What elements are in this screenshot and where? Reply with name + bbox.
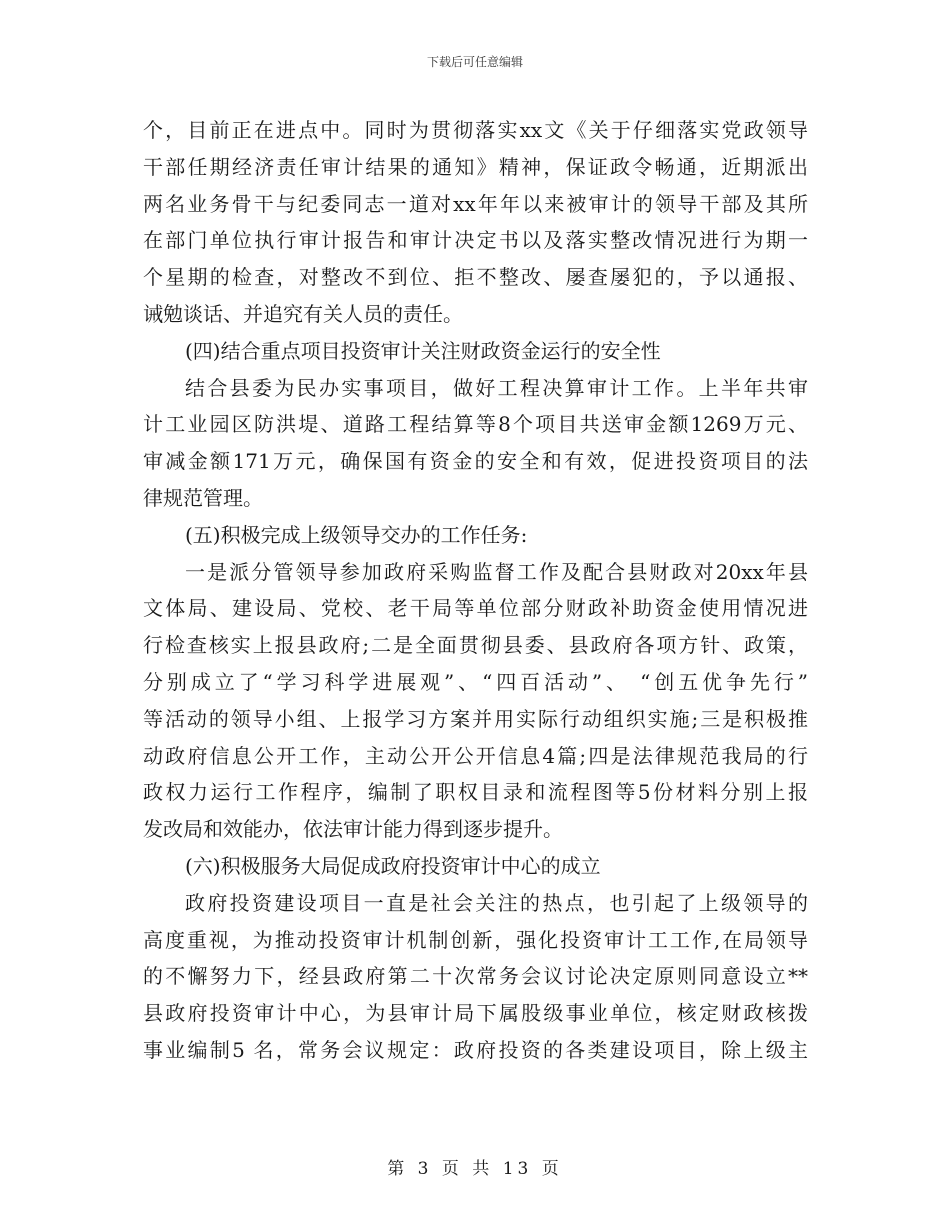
body-line-20: 发改局和效能办，依法审计能力得到逐步提升。 xyxy=(143,817,563,842)
document-body xyxy=(143,112,808,1069)
section-heading-5: (五)积极完成上级领导交办的工作任务: xyxy=(185,522,528,547)
body-line-6: 诫勉谈话、并追究有关人员的责任。 xyxy=(143,301,463,326)
body-line-2: 干部任期经济责任审计结果的通知》精神，保证政令畅通，近期派出 xyxy=(143,154,808,179)
body-line-19: 政权力运行工作程序，编制了职权目录和流程图等5份材料分别上报 xyxy=(143,780,808,805)
body-line-8: 结合县委为民办实事项目，做好工程决算审计工作。上半年共审 xyxy=(185,375,808,400)
body-line-22: 政府投资建设项目一直是社会关注的热点，也引起了上级领导的 xyxy=(185,890,808,915)
body-line-4: 在部门单位执行审计报告和审计决定书以及落实整改情况进行为期一 xyxy=(143,228,808,253)
body-line-13: 一是派分管领导参加政府采购监督工作及配合县财政对20xx年县 xyxy=(185,559,808,584)
body-line-1: 个，目前正在进点中。同时为贯彻落实xx文《关于仔细落实党政领导 xyxy=(143,118,808,142)
body-line-5: 个星期的检查，对整改不到位、拒不整改、屡查屡犯的，予以通报、 xyxy=(143,265,808,290)
body-line-11: 律规范管理。 xyxy=(143,485,263,510)
body-line-25: 县政府投资审计中心，为县审计局下属股级事业单位，核定财政核拨 xyxy=(143,1001,808,1026)
body-line-26: 事业编制5 名，常务会议规定：政府投资的各类建设项目，除上级主 xyxy=(143,1037,808,1062)
body-line-9: 计工业园区防洪堤、道路工程结算等8个项目共送审金额1269万元、 xyxy=(143,412,808,437)
section-heading-6: (六)积极服务大局促成政府投资审计中心的成立 xyxy=(185,853,601,878)
body-line-23: 高度重视，为推动投资审计机制创新，强化投资审计工工作,在局领导 xyxy=(143,927,808,952)
body-line-24: 的不懈努力下，经县政府第二十次常务会议讨论决定原则同意设立** xyxy=(143,964,808,989)
body-line-16: 分别成立了“学习科学进展观”、“四百活动”、 “创五优争先行” xyxy=(143,669,808,694)
page-indicator: 第 3 页 共 13 页 xyxy=(387,1159,563,1179)
page-header-note: 下载后可任意编辑 xyxy=(426,55,523,69)
section-heading-4: (四)结合重点项目投资审计关注财政资金运行的安全性 xyxy=(185,338,661,363)
body-line-15: 行检查核实上报县政府;二是全面贯彻县委、县政府各项方针、政策， xyxy=(143,633,808,658)
body-line-14: 文体局、建设局、党校、老干局等单位部分财政补助资金使用情况进 xyxy=(143,596,808,621)
body-line-17: 等活动的领导小组、上报学习方案并用实际行动组织实施;三是积极推 xyxy=(143,706,808,731)
body-line-10: 审减金额171万元，确保国有资金的安全和有效，促进投资项目的法 xyxy=(143,449,808,474)
body-line-18: 动政府信息公开工作，主动公开公开信息4篇;四是法律规范我局的行 xyxy=(143,743,808,768)
body-line-3: 两名业务骨干与纪委同志一道对xx年年以来被审计的领导干部及其所 xyxy=(143,191,808,216)
